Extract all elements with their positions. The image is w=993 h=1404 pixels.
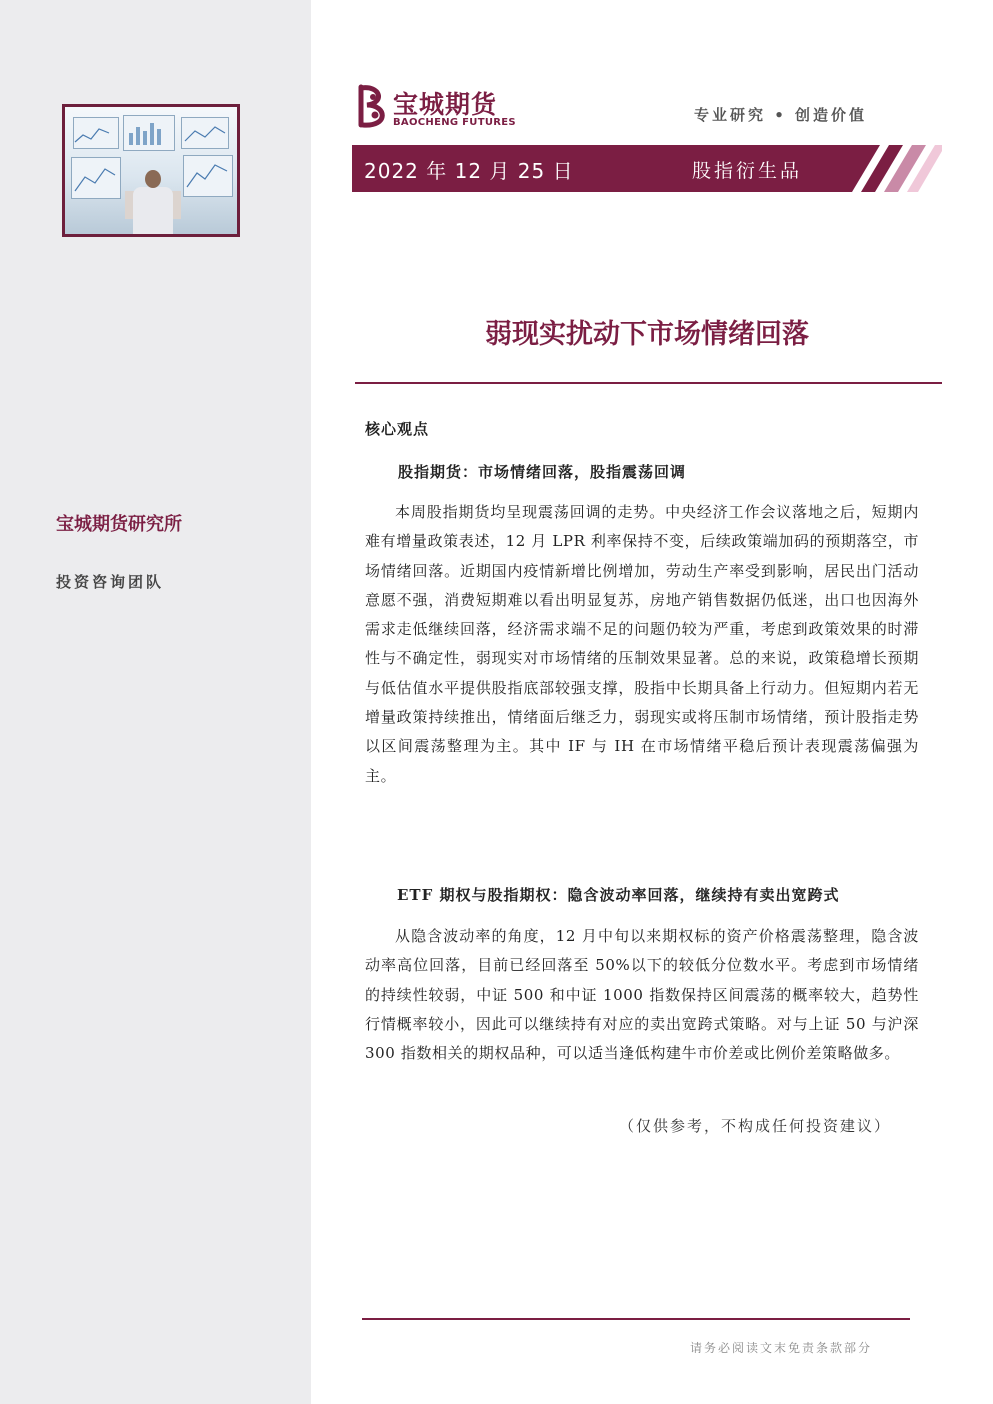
section-heading: ETF 期权与股指期权：隐含波动率回落，继续持有卖出宽跨式	[397, 886, 840, 904]
section-body: 本周股指期货均呈现震荡回调的走势。中央经济工作会议落地之后，短期内难有增量政策表述，12 月 LPR 利率保持不变，后续政策端加码的预期落空，市场情绪回落。近期国内疫情新增比例增加，劳动生产率受到影响，居民出门活动意愿不强，消费短期难以看出明显复苏，房地产销售数据仍低迷，出口也因海外需求走低继续回落，经济需求端不足的问题仍较为严重，考虑到政策效果的时滞性与不确定性，弱现实对市场情绪的压制效果显著。总的来说，政策稳增长预期与低估值水平提供股指底部较强支撑，股指中长期具备上行动力。但短期内若无增量政策持续推出，情绪面后继乏力，弱现实或将压制市场情绪，预计股指走势以区间震荡整理为主。其中 IF 与 IH 在市场情绪平稳后预计表现震荡偏强为主。	[365, 503, 919, 785]
date-banner	[352, 145, 942, 192]
core-heading: 核心观点	[365, 420, 430, 438]
team-name: 投资咨询团队	[56, 573, 165, 591]
report-title: 弱现实扰动下市场情绪回落	[485, 319, 809, 350]
person-figure	[133, 187, 173, 237]
section-heading: 股指期货：市场情绪回落，股指震荡回调	[398, 463, 687, 481]
slogan: 专业研究 • 创造价值	[694, 106, 868, 124]
section-body: 从隐含波动率的角度，12 月中旬以来期权标的资产价格震荡整理，隐含波动率高位回落，目前已经回落至 50%以下的较低分位数水平。考虑到市场情绪的持续性较弱，中证 500 和中证 1000 指数保持区间震荡的概率较大，趋势性行情概率较小，因此可以继续持有对应的卖出宽跨式策略。对与上证 50 与沪深 300 指数相关的期权品种，可以适当逢低构建牛市价差或比例价差策略做多。	[365, 927, 919, 1063]
sidebar	[0, 0, 311, 1404]
cover-photo	[62, 104, 240, 237]
report-category: 股指衍生品	[692, 160, 803, 182]
title-divider	[355, 382, 942, 384]
disclaimer: （仅供参考，不构成任何投资建议）	[619, 1117, 892, 1135]
logo-mark-icon	[355, 83, 391, 129]
brand-logo	[355, 83, 525, 133]
person-head	[145, 170, 161, 188]
brand-name-cn: 宝城期货	[393, 90, 498, 119]
report-date: 2022 年 12 月 25 日	[364, 159, 574, 183]
brand-name-en: BAOCHENG FUTURES	[393, 117, 516, 128]
footer-divider	[362, 1318, 910, 1320]
institute-name: 宝城期货研究所	[56, 514, 182, 535]
footer-note: 请务必阅读文末免责条款部分	[690, 1341, 873, 1355]
